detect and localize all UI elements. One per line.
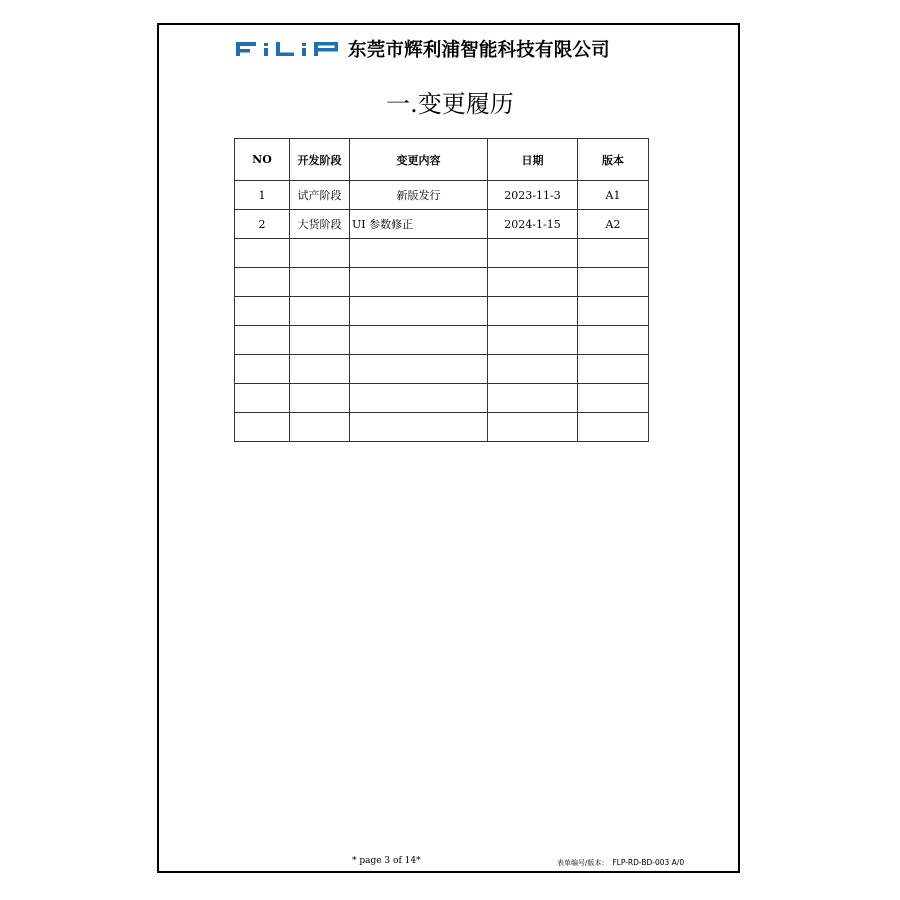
table-row	[235, 239, 649, 268]
cell-version: A1	[578, 181, 649, 210]
filip-logo-mark	[236, 40, 340, 58]
cell-no	[235, 326, 290, 355]
company-name: 东莞市辉利浦智能科技有限公司	[348, 40, 610, 61]
cell-date	[488, 239, 578, 268]
cell-content	[350, 239, 488, 268]
cell-stage: 试产阶段	[290, 181, 350, 210]
column-header-no: NO	[235, 139, 290, 181]
cell-date	[488, 384, 578, 413]
cell-version	[578, 239, 649, 268]
cell-content: 新版发行	[350, 181, 488, 210]
table-row	[235, 355, 649, 384]
cell-content	[350, 268, 488, 297]
table-row	[235, 384, 649, 413]
cell-version	[578, 413, 649, 442]
cell-version	[578, 384, 649, 413]
section-title: 一.变更履历	[386, 90, 514, 118]
cell-date: 2024-1-15	[488, 210, 578, 239]
cell-version	[578, 297, 649, 326]
table-row	[235, 268, 649, 297]
cell-stage: 大货阶段	[290, 210, 350, 239]
filip-logo	[236, 38, 340, 60]
cell-content: UI 参数修正	[350, 210, 488, 239]
cell-date	[488, 268, 578, 297]
cell-stage	[290, 326, 350, 355]
cell-no	[235, 384, 290, 413]
column-header-stage: 开发阶段	[290, 139, 350, 181]
form-number	[557, 858, 684, 868]
table-row	[235, 181, 649, 210]
table-header-row	[235, 139, 649, 181]
cell-stage	[290, 355, 350, 384]
document-header	[236, 34, 610, 64]
table-row	[235, 210, 649, 239]
cell-date	[488, 326, 578, 355]
cell-no	[235, 239, 290, 268]
cell-no	[235, 413, 290, 442]
cell-content	[350, 413, 488, 442]
cell-version: A2	[578, 210, 649, 239]
cell-stage	[290, 268, 350, 297]
cell-date	[488, 297, 578, 326]
cell-version	[578, 355, 649, 384]
cell-no	[235, 297, 290, 326]
cell-content	[350, 297, 488, 326]
cell-content	[350, 326, 488, 355]
cell-stage	[290, 239, 350, 268]
cell-date: 2023-11-3	[488, 181, 578, 210]
cell-no: 1	[235, 181, 290, 210]
column-header-date: 日期	[488, 139, 578, 181]
cell-date	[488, 413, 578, 442]
cell-no	[235, 268, 290, 297]
cell-stage	[290, 413, 350, 442]
table-row	[235, 413, 649, 442]
form-number-code: FLP-RD-BD-003 A/0	[612, 858, 685, 867]
cell-content	[350, 355, 488, 384]
cell-stage	[290, 297, 350, 326]
table-row	[235, 297, 649, 326]
table-row	[235, 326, 649, 355]
column-header-content: 变更内容	[350, 139, 488, 181]
cell-stage	[290, 384, 350, 413]
cell-no: 2	[235, 210, 290, 239]
cell-version	[578, 326, 649, 355]
cell-no	[235, 355, 290, 384]
cell-version	[578, 268, 649, 297]
column-header-version: 版本	[578, 139, 649, 181]
cell-content	[350, 384, 488, 413]
page-number: * page 3 of 14*	[352, 856, 421, 866]
form-number-label: 表单编号/版本：	[557, 859, 609, 867]
change-history-table	[234, 138, 649, 442]
cell-date	[488, 355, 578, 384]
